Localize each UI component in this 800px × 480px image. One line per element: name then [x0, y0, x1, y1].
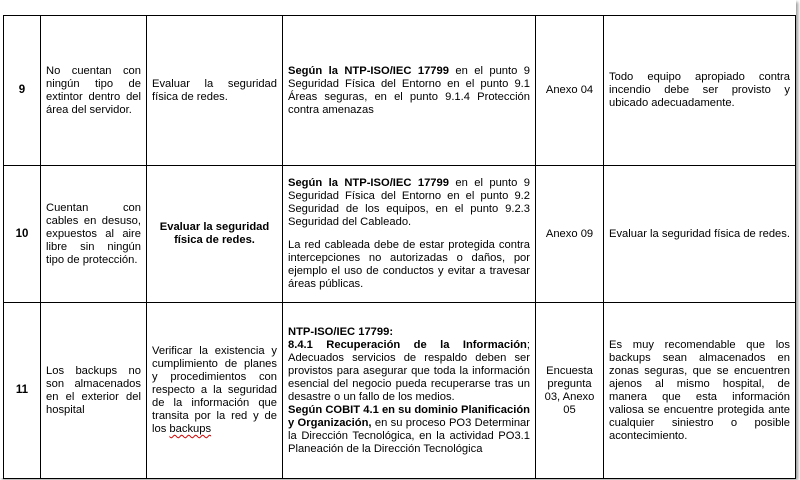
- criterion-bold: Según la NTP-ISO/IEC 17799: [288, 177, 449, 189]
- criterion-paragraph-2: [288, 404, 530, 456]
- objective-cell: Evaluar la seguridad física de redes.: [147, 166, 283, 303]
- table-row: [4, 166, 796, 303]
- problem-cell: Los backups no son almacenados en el exterior del hospital: [41, 303, 147, 479]
- criterion-paragraph-2: La red cableada debe de estar protegida contra intercepciones no autorizadas o daños, por ejemplo el uso de conductos y evitar a travesar áreas públicas.: [288, 239, 530, 290]
- row-number: 9: [4, 16, 41, 166]
- table-row: [4, 16, 796, 166]
- criterion-bold: Según la NTP-ISO/IEC 17799: [288, 64, 449, 77]
- criterion-head-text: NTP-ISO/IEC 17799:: [288, 325, 394, 338]
- criterion-cell: [283, 166, 536, 303]
- criterion-text: en el punto 9 Seguridad Física del Entorno en el punto 9.1 Áreas seguras, en el punto 9.1.4 Protección contra amenazas: [288, 64, 530, 116]
- objective-cell: Evaluar la seguridad física de redes.: [147, 16, 283, 166]
- criterion-paragraph: [288, 339, 530, 404]
- findings-table: [3, 15, 796, 479]
- evidence-cell: Encuesta pregunta 03, Anexo 05: [536, 303, 604, 479]
- spellcheck-word: backups: [169, 423, 212, 435]
- criterion-paragraph: [288, 177, 530, 229]
- criterion-cell: [283, 303, 536, 479]
- recommendation-cell: Evaluar la seguridad física de redes.: [604, 166, 796, 303]
- row-number: 10: [4, 166, 41, 303]
- row-number: 11: [4, 303, 41, 479]
- evidence-cell: Anexo 09: [536, 166, 604, 303]
- criterion-text: ; Adecuados servicios de respaldo deben ser provistos para asegurar que toda la información esencial del negocio pueda recuperarse tras un desastre o un fallo de los medios.: [288, 338, 530, 403]
- criterion-subheading: 8.4.1 Recuperación de la Información: [288, 338, 527, 351]
- objective-cell: [147, 303, 283, 479]
- criterion-heading: [288, 326, 530, 339]
- recommendation-cell: Es muy recomendable que los backups sean almacenados en zonas seguras, que se encuentren ajenos al mismo hospital, de manera que esta información valiosa se encuentre protegida ante cualquier siniestro o posible acontecimiento.: [604, 303, 796, 479]
- criterion-text-2: en su proceso PO3 Determinar la Dirección Tecnológica, en la actividad PO3.1 Planeación de la Dirección Tecnológica: [288, 416, 530, 455]
- table-row: [4, 303, 796, 479]
- recommendation-cell: Todo equipo apropiado contra incendio debe ser provisto y ubicado adecuadamente.: [604, 16, 796, 166]
- evidence-cell: Anexo 04: [536, 16, 604, 166]
- criterion-cell: [283, 16, 536, 166]
- problem-cell: Cuentan con cables en desuso, expuestos al aire libre sin ningún tipo de protección.: [41, 166, 147, 303]
- objective-text: Verificar la existencia y cumplimiento de planes y procedimientos con respecto a la seguridad de la información que transita por la red y de los: [152, 345, 277, 435]
- problem-cell: No cuentan con ningún tipo de extintor dentro del área del servidor.: [41, 16, 147, 166]
- criterion-text: en el punto 9 Seguridad Física del Entorno en el punto 9.2 Seguridad de los equipos, en el punto 9.2.3 Seguridad del Cableado.: [288, 177, 530, 228]
- criterion-bold: Según COBIT 4.1 en su dominio Planificación y Organización,: [288, 403, 530, 429]
